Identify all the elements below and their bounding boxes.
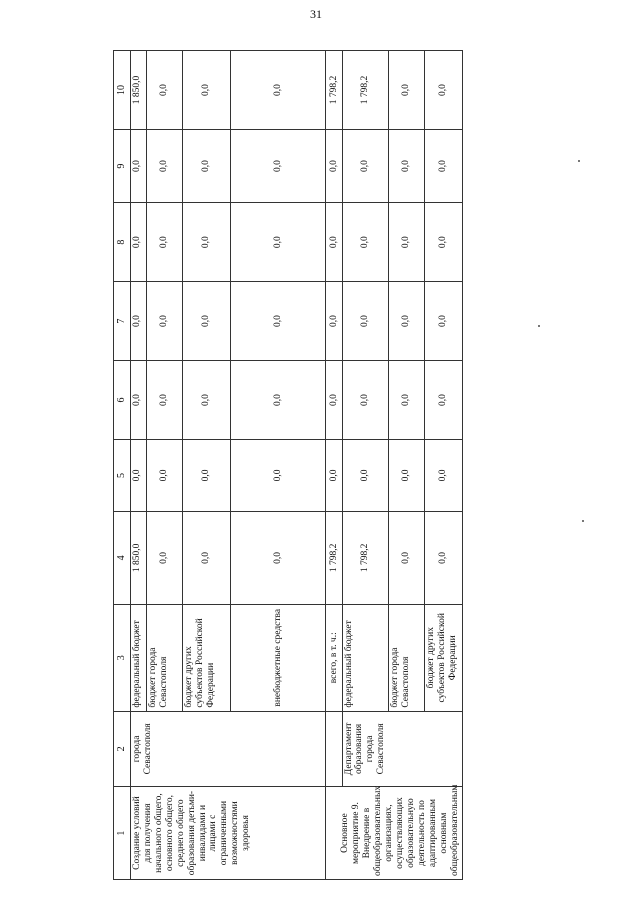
value-cell: 0,0 xyxy=(388,130,424,203)
value-cell: 0,0 xyxy=(231,51,326,130)
value-cell: 1 798,2 xyxy=(326,511,342,604)
page-number: 31 xyxy=(310,7,322,21)
value-cell: 0,0 xyxy=(231,130,326,203)
value-cell: 0,0 xyxy=(183,361,231,440)
header-row xyxy=(114,51,131,880)
value-cell: 0,0 xyxy=(424,130,462,203)
value-cell: 0,0 xyxy=(388,439,424,511)
value-cell: 1 850,0 xyxy=(131,511,147,604)
budget-table-rotated xyxy=(113,50,463,880)
value-cell: 0,0 xyxy=(147,130,183,203)
value-cell: 0,0 xyxy=(326,130,342,203)
value-cell: 0,0 xyxy=(183,130,231,203)
value-cell: 0,0 xyxy=(326,203,342,282)
value-cell: 0,0 xyxy=(183,51,231,130)
value-cell: 0,0 xyxy=(183,439,231,511)
value-cell: 0,0 xyxy=(183,203,231,282)
value-cell: 0,0 xyxy=(326,439,342,511)
scan-speck xyxy=(578,160,580,162)
value-cell: 0,0 xyxy=(231,282,326,361)
value-cell: 0,0 xyxy=(388,51,424,130)
header-cell: 8 xyxy=(114,203,131,282)
value-cell: 1 798,2 xyxy=(326,51,342,130)
value-cell: 0,0 xyxy=(147,511,183,604)
value-cell: 0,0 xyxy=(231,203,326,282)
source-cell: бюджет города Севастополя xyxy=(388,604,424,711)
source-cell: бюджет города Севастополя xyxy=(147,604,183,711)
value-cell: 0,0 xyxy=(342,203,388,282)
table-row xyxy=(326,51,342,880)
header-cell: 1 xyxy=(114,787,131,880)
value-cell: 1 850,0 xyxy=(131,51,147,130)
executor-cell: Департамент образования города Севастополя xyxy=(342,711,462,786)
table-row xyxy=(131,51,147,880)
value-cell: 0,0 xyxy=(326,361,342,440)
value-cell: 1 798,2 xyxy=(342,51,388,130)
value-cell: 0,0 xyxy=(424,511,462,604)
value-cell: 0,0 xyxy=(147,439,183,511)
activity-cell: Создание условий для получения начального общего, основного общего, среднего общего образования детьми-инвалидами и лицами с ограниченными возможностями здоровья xyxy=(131,787,326,880)
value-cell: 0,0 xyxy=(183,511,231,604)
value-cell: 0,0 xyxy=(131,203,147,282)
value-cell: 0,0 xyxy=(342,361,388,440)
header-cell: 6 xyxy=(114,361,131,440)
header-cell: 4 xyxy=(114,511,131,604)
source-cell: всего, в т. ч.: xyxy=(326,604,342,711)
value-cell: 0,0 xyxy=(231,361,326,440)
value-cell: 0,0 xyxy=(131,282,147,361)
value-cell: 0,0 xyxy=(388,511,424,604)
value-cell: 0,0 xyxy=(424,282,462,361)
value-cell: 0,0 xyxy=(424,439,462,511)
value-cell: 0,0 xyxy=(147,51,183,130)
budget-table xyxy=(113,50,463,880)
activity-cell: Основное мероприятие 9. Внедрение в общеобразовательных организациях, осуществляющих образовательную деятельность по адаптированным основным общеобразовательным xyxy=(326,787,463,880)
header-cell: 9 xyxy=(114,130,131,203)
scan-speck xyxy=(538,325,540,327)
header-cell: 10 xyxy=(114,51,131,130)
header-cell: 3 xyxy=(114,604,131,711)
header-cell: 7 xyxy=(114,282,131,361)
value-cell: 0,0 xyxy=(342,439,388,511)
source-cell: федеральный бюджет xyxy=(342,604,388,711)
source-cell: бюджет других субъектов Российской Федерации xyxy=(424,604,462,711)
value-cell: 0,0 xyxy=(231,511,326,604)
value-cell: 0,0 xyxy=(388,361,424,440)
value-cell: 0,0 xyxy=(342,130,388,203)
scan-speck xyxy=(582,520,584,522)
value-cell: 0,0 xyxy=(388,282,424,361)
value-cell: 0,0 xyxy=(388,203,424,282)
value-cell: 0,0 xyxy=(131,439,147,511)
value-cell: 0,0 xyxy=(424,203,462,282)
executor-cell xyxy=(326,711,342,786)
source-cell: бюджет других субъектов Российской Федерации xyxy=(183,604,231,711)
value-cell: 0,0 xyxy=(424,51,462,130)
value-cell: 0,0 xyxy=(326,282,342,361)
value-cell: 0,0 xyxy=(147,361,183,440)
value-cell: 0,0 xyxy=(131,361,147,440)
value-cell: 1 798,2 xyxy=(342,511,388,604)
value-cell: 0,0 xyxy=(342,282,388,361)
value-cell: 0,0 xyxy=(147,282,183,361)
header-cell: 2 xyxy=(114,711,131,786)
header-cell: 5 xyxy=(114,439,131,511)
table-row xyxy=(342,51,388,880)
value-cell: 0,0 xyxy=(183,282,231,361)
value-cell: 0,0 xyxy=(131,130,147,203)
source-cell: федеральный бюджет xyxy=(131,604,147,711)
value-cell: 0,0 xyxy=(147,203,183,282)
executor-cell: города Севастополя xyxy=(131,711,326,786)
value-cell: 0,0 xyxy=(424,361,462,440)
source-cell: внебюджетные средства xyxy=(231,604,326,711)
value-cell: 0,0 xyxy=(231,439,326,511)
